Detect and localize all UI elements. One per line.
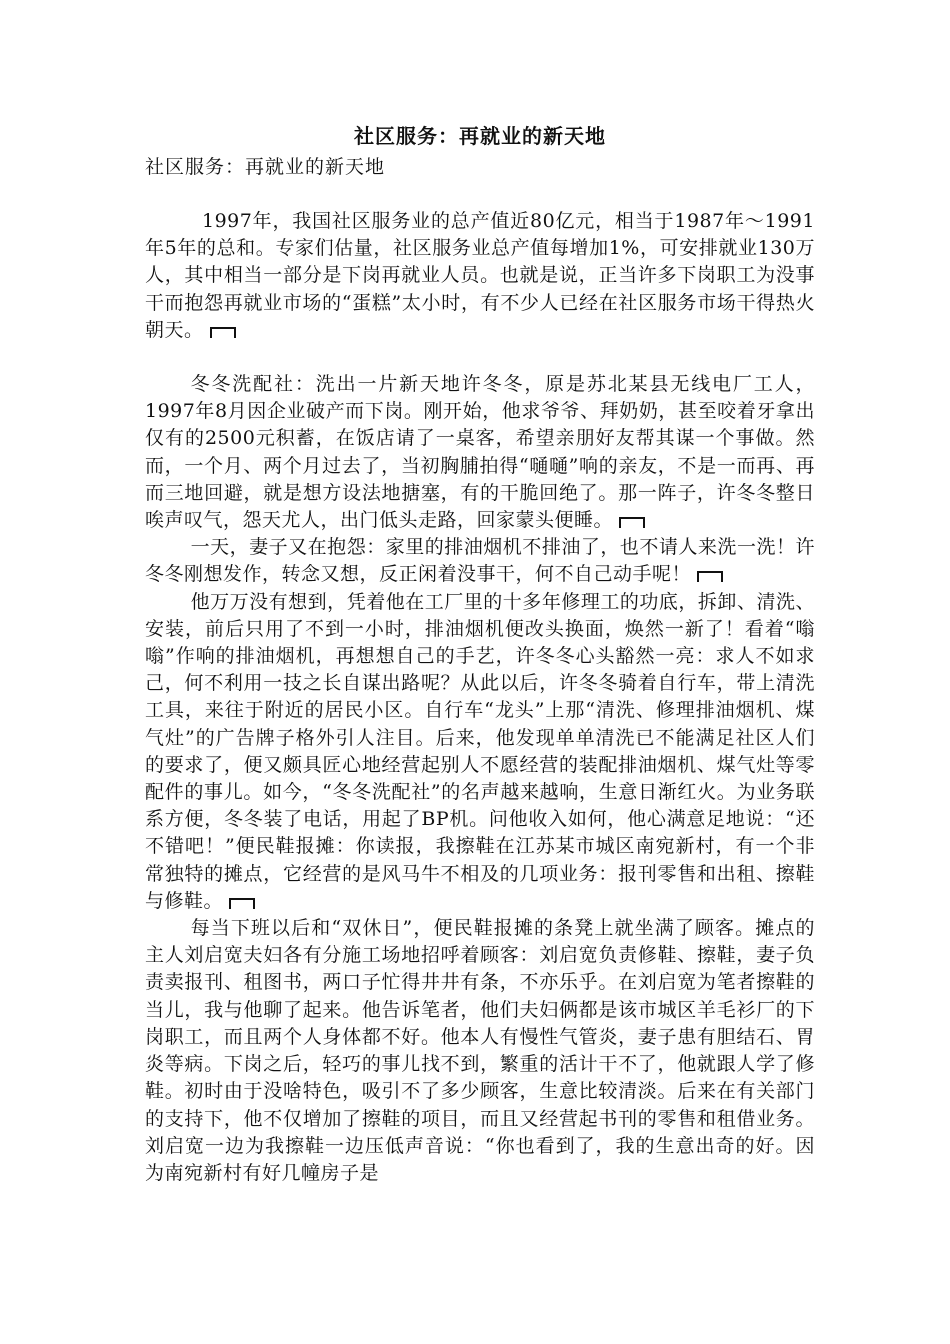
- document-subtitle: 社区服务：再就业的新天地: [145, 156, 386, 178]
- paragraph-text: 他万万没有想到，凭着他在工厂里的十多年修理工的功底，拆卸、清洗、安装，前后只用了不到一小时，排油烟机便改头换面，焕然一新了！看着“嗡嗡”作响的排油烟机，再想想自己的手艺，许冬冬心头豁然一亮：求人不如求己，何不利用一技之长自谋出路呢？从此以后，许冬冬骑着自行车，带上清洗工具，来往于附近的居民小区。自行车“龙头”上那“清洗、修理排油烟机、煤气灶”的广告牌子格外引人注目。后来，他发现单单清洗已不能满足社区人们的要求了，便又颇具匠心地经营起别人不愿经营的装配排油烟机、煤气灶等零配件的事儿。如今，“冬冬洗配社”的名声越来越响，生意日渐红火。为业务联系方便，冬冬装了电话，用起了BP机。问他收入如何，他心满意足地说：“还不错吧！”便民鞋报摊：你读报，我擦鞋在江苏某市城区南宛新村，有一个非常独特的摊点，它经营的是风马牛不相及的几项业务：报刊零售和出租、擦鞋与修鞋。: [145, 590, 815, 912]
- paragraph-end-mark-icon: [210, 327, 236, 338]
- paragraph: [145, 371, 815, 534]
- paragraph: [145, 534, 815, 588]
- paragraph-text: 1997年，我国社区服务业的总产值近80亿元，相当于1987年～1991年5年的总和。专家们估量，社区服务业总产值每增加1%，可安排就业130万人，其中相当一部分是下岗再就业人员。也就是说，正当许多下岗职工为没事干而抱怨再就业市场的“蛋糕”太小时，有不少人已经在社区服务市场干得热火朝天。: [145, 210, 815, 341]
- paragraph: [145, 589, 815, 915]
- paragraph-text: 每当下班以后和“双休日”，便民鞋报摊的条凳上就坐满了顾客。摊点的主人刘启宽夫妇各有分施工场地招呼着顾客：刘启宽负责修鞋、擦鞋，妻子负责卖报刊、租图书，两口子忙得井井有条，不亦乐乎。在刘启宽为笔者擦鞋的当儿，我与他聊了起来。他告诉笔者，他们夫妇俩都是该市城区羊毛衫厂的下岗职工，而且两个人身体都不好。他本人有慢性气管炎，妻子患有胆结石、胃炎等病。下岗之后，轻巧的事儿找不到，繁重的活计干不了，他就跟人学了修鞋。初时由于没啥特色，吸引不了多少顾客，生意比较清淡。后来在有关部门的支持下，他不仅增加了擦鞋的项目，而且又经营起书刊的零售和租借业务。刘启宽一边为我擦鞋一边压低声音说：“你也看到了，我的生意出奇的好。因为南宛新村有好几幢房子是: [145, 917, 815, 1184]
- paragraph-end-mark-icon: [619, 517, 645, 528]
- paragraph-text: 冬冬洗配社：洗出一片新天地许冬冬，原是苏北某县无线电厂工人，1997年8月因企业破产而下岗。刚开始，他求爷爷、拜奶奶，甚至咬着牙拿出仅有的2500元积蓄，在饭店请了一桌客，希望亲朋好友帮其谋一个事做。然而，一个月、两个月过去了，当初胸脯拍得“嗵嗵”响的亲友，不是一而再、再而三地回避，就是想方设法地搪塞，有的干脆回绝了。那一阵子，许冬冬整日唉声叹气，怨天尤人，出门低头走路，回家蒙头便睡。: [145, 373, 815, 532]
- paragraph: [145, 208, 815, 344]
- paragraph: [145, 915, 815, 1187]
- document-page: [145, 118, 815, 1187]
- paragraph-text: 一天，妻子又在抱怨：家里的排油烟机不排油了，也不请人来洗一洗！许冬冬刚想发作，转念又想，反正闲着没事干，何不自己动手呢！: [145, 536, 815, 586]
- paragraph-end-mark-icon: [697, 571, 723, 582]
- document-title: 社区服务：再就业的新天地: [354, 124, 606, 148]
- paragraph-end-mark-icon: [229, 898, 255, 909]
